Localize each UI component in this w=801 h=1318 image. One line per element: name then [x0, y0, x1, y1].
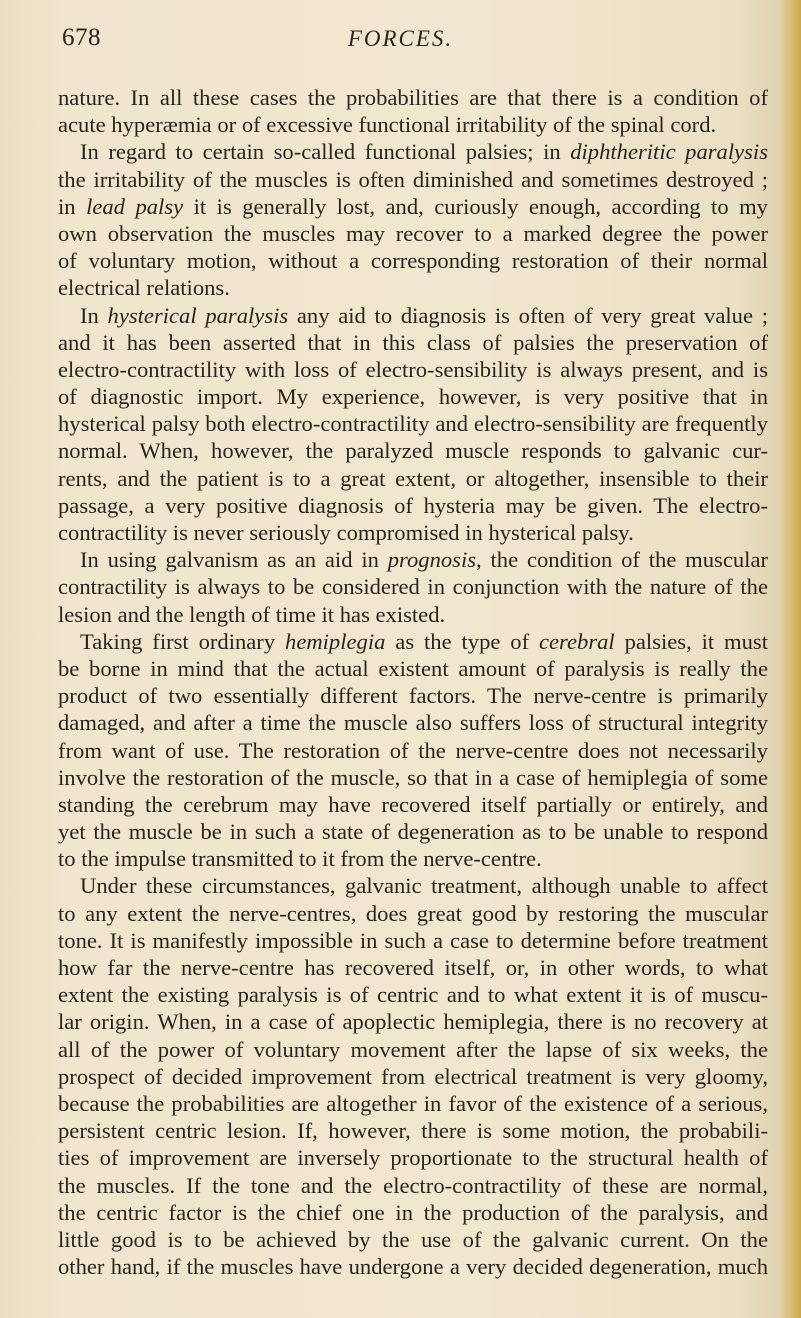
text-run: the irritability of the muscles is often diminished and sometimes destroyed ; [58, 166, 768, 192]
text-line [58, 329, 768, 356]
text-run: contractility is always to be considered in conjunction with the nature of the [58, 574, 768, 600]
text-run: extent the existing paralysis is of centric and to what extent it is of muscu- [58, 982, 768, 1008]
text-line [58, 954, 768, 981]
text-run: be borne in mind that the actual existent amount of paralysis is really the [58, 655, 768, 681]
text-run: In using galvanism as an aid in [80, 547, 388, 573]
text-line [58, 1063, 768, 1090]
text-line [58, 383, 768, 410]
text-line [58, 437, 768, 464]
text-run: in [58, 193, 87, 219]
text-line [58, 138, 768, 165]
text-line [58, 1199, 768, 1226]
text-run: Under these circumstances, galvanic treatment, although unable to affect [80, 873, 768, 899]
text-run: electrical relations. [58, 275, 230, 301]
text-line [58, 872, 768, 899]
text-run: and it has been asserted that in this class of palsies the preservation of [58, 329, 768, 355]
italic-term: hysterical paralysis [107, 302, 289, 328]
text-line [58, 302, 768, 329]
text-line [58, 818, 768, 845]
text-line [58, 709, 768, 736]
text-line [58, 84, 768, 111]
text-line [58, 274, 768, 301]
text-line [58, 1036, 768, 1063]
italic-term: lead palsy [86, 193, 184, 219]
text-line [58, 682, 768, 709]
text-run: how far the nerve-centre has recovered itself, or, in other words, to what [58, 955, 768, 980]
text-run: own observation the muscles may recover to a marked degree the power [58, 220, 768, 246]
text-run: little good is to be achieved by the use of the galvanic current. On the [58, 1226, 768, 1252]
text-line [58, 546, 768, 573]
text-line [58, 628, 768, 655]
text-line [58, 927, 768, 954]
text-line [58, 1144, 768, 1171]
text-line [58, 519, 768, 546]
text-run: Taking first ordinary [80, 628, 286, 654]
text-run: In [80, 302, 108, 328]
running-title: FORCES. [347, 26, 454, 51]
text-run: In regard to certain so-called functional palsies; in [80, 139, 571, 165]
text-line [58, 111, 768, 138]
page-edge [779, 0, 801, 1318]
text-line [58, 220, 768, 247]
text-run: normal. When, however, the paralyzed muscle responds to galvanic cur- [58, 438, 768, 464]
text-line [58, 900, 768, 927]
text-run: to the impulse transmitted to it from the nerve-centre. [58, 846, 542, 872]
text-line [58, 1172, 768, 1199]
text-run: hysterical palsy both electro-contractility and electro-sensibility are frequently [58, 411, 768, 437]
text-run: prospect of decided improvement from electrical treatment is very gloomy, [58, 1063, 768, 1089]
text-run: lesion and the length of time it has existed. [58, 601, 446, 627]
text-run: of voluntary motion, without a corresponding restoration of their normal [58, 248, 768, 274]
text-run: , the condition of the muscular [476, 547, 768, 573]
text-line [58, 737, 768, 764]
text-run: tone. It is manifestly impossible in such a case to determine before treatment [58, 927, 768, 953]
text-run: passage, a very positive diagnosis of hysteria may be given. The electro- [58, 492, 768, 518]
text-run: all of the power of voluntary movement after the lapse of six weeks, the [58, 1036, 768, 1062]
italic-term: diphtheritic paralysis [570, 139, 768, 165]
text-run: nature. In all these cases the probabilities are that there is a condition of [58, 85, 768, 110]
text-run: the centric factor is the chief one in the production of the paralysis, and [58, 1199, 768, 1225]
italic-term: cerebral [539, 628, 615, 654]
text-run: electro-contractility with loss of electro-sensibility is always present, and is [58, 356, 768, 382]
text-run: acute hyperæmia or of excessive functional irritability of the spinal cord. [58, 112, 717, 138]
text-run: yet the muscle be in such a state of degeneration as to be unable to respond [58, 819, 768, 845]
text-line [58, 655, 768, 682]
text-line [58, 1090, 768, 1117]
text-run: other hand, if the muscles have undergone a very decided degeneration, much [58, 1254, 768, 1280]
text-line [58, 791, 768, 818]
text-line [58, 764, 768, 791]
text-line [58, 1253, 768, 1280]
text-run: palsies, it must [614, 628, 768, 654]
text-run: of diagnostic import. My experience, however, is very positive that in [58, 384, 768, 410]
text-run: standing the cerebrum may have recovered itself partially or entirely, and [58, 791, 768, 817]
page-number: 678 [62, 24, 101, 51]
text-line [58, 193, 768, 220]
text-line [58, 465, 768, 492]
text-run: as the type of [385, 628, 539, 654]
text-line [58, 981, 768, 1008]
text-run: persistent centric lesion. If, however, there is some motion, the probabili- [58, 1118, 768, 1144]
text-run: lar origin. When, in a case of apoplectic hemiplegia, there is no recovery at [58, 1009, 768, 1035]
text-line [58, 247, 768, 274]
text-run: the muscles. If the tone and the electro-contractility of these are normal, [58, 1172, 768, 1198]
text-line [58, 1226, 768, 1253]
text-run: it is generally lost, and, curiously enough, according to my [183, 193, 768, 219]
text-line [58, 356, 768, 383]
text-line [58, 1117, 768, 1144]
text-run: rents, and the patient is to a great extent, or altogether, insensible to their [58, 465, 768, 491]
text-line [58, 845, 768, 872]
italic-term: prognosis [387, 547, 477, 573]
text-line [58, 601, 768, 628]
text-run: involve the restoration of the muscle, so that in a case of hemiplegia of some [58, 764, 768, 790]
text-line [58, 1008, 768, 1035]
text-line [58, 166, 768, 193]
text-run: product of two essentially different factors. The nerve-centre is primarily [58, 683, 768, 709]
text-run: because the probabilities are altogether in favor of the existence of a serious, [58, 1090, 768, 1116]
body-text [58, 84, 768, 1280]
text-run: from want of use. The restoration of the nerve-centre does not necessarily [58, 737, 768, 763]
text-run: any aid to diagnosis is often of very great value ; [288, 302, 768, 328]
text-line [58, 492, 768, 519]
text-line [58, 410, 768, 437]
italic-term: hemiplegia [285, 628, 386, 654]
text-run: to any extent the nerve-centres, does great good by restoring the muscular [58, 900, 768, 926]
text-run: ties of improvement are inversely proportionate to the structural health of [58, 1145, 768, 1171]
text-run: damaged, and after a time the muscle also suffers loss of structural integrity [58, 710, 768, 736]
text-line [58, 573, 768, 600]
text-run: contractility is never seriously compromised in hysterical palsy. [58, 520, 634, 545]
